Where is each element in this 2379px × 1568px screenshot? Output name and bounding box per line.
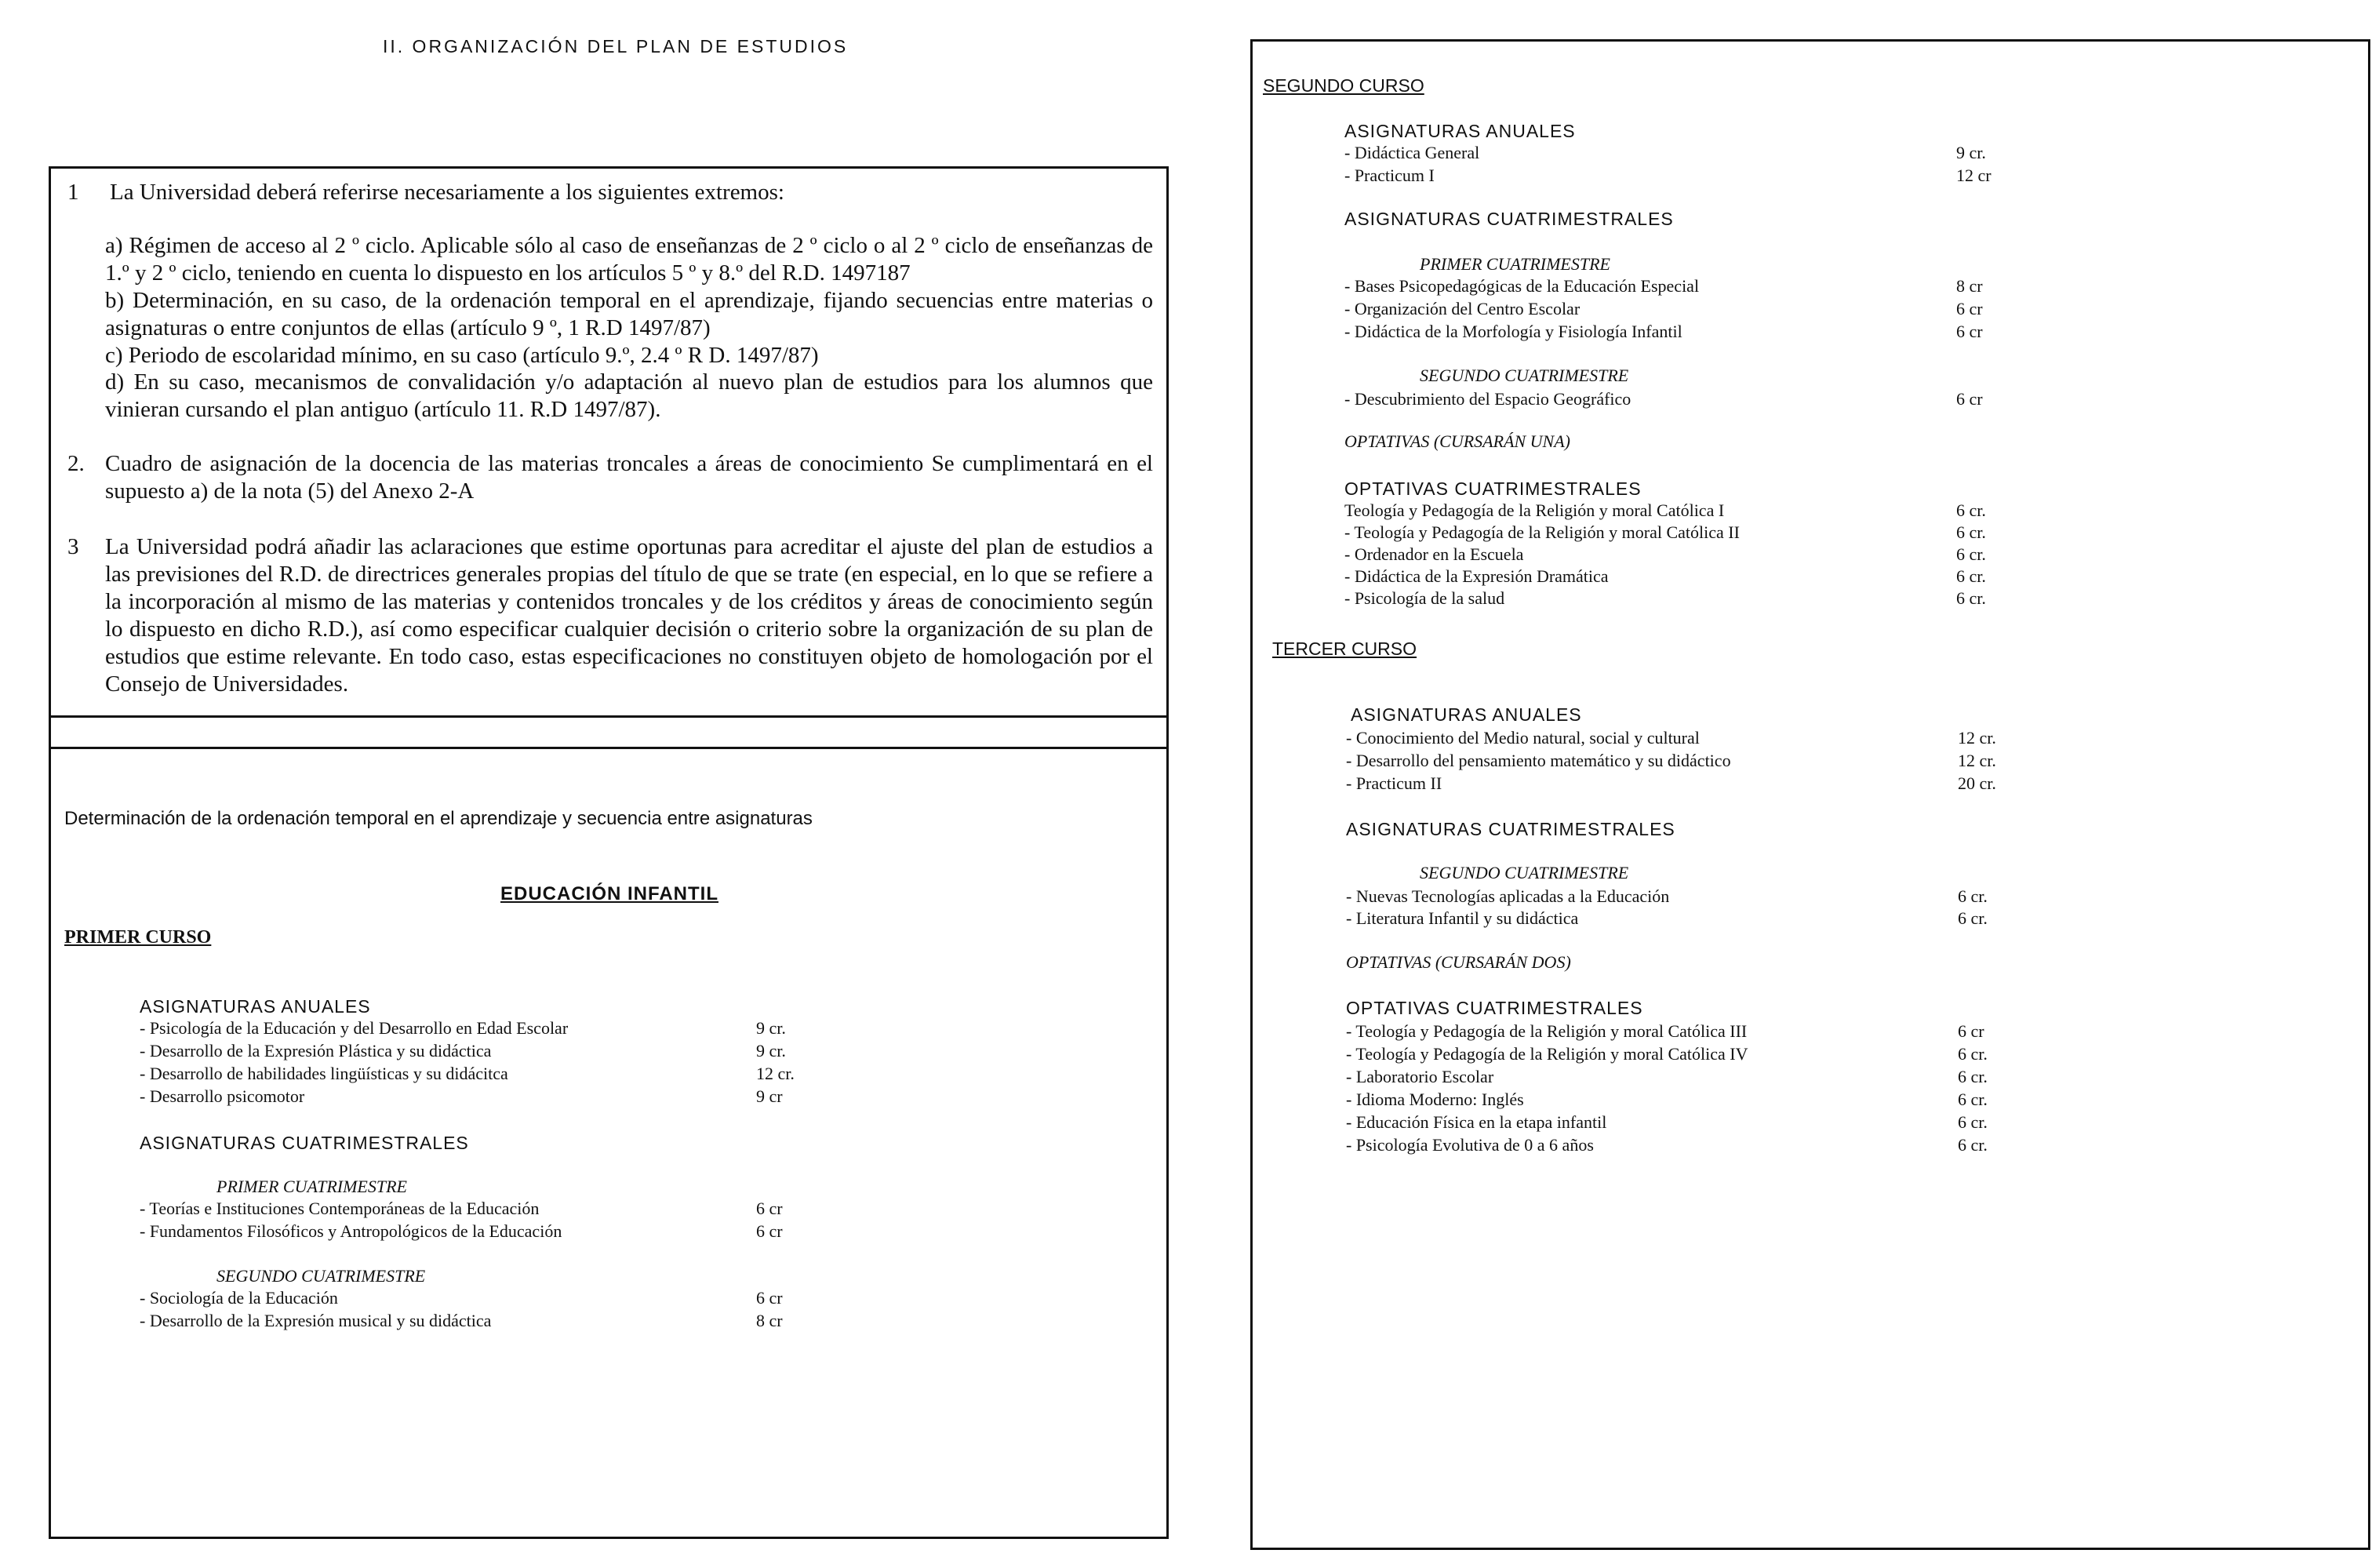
left-segundo-cuatri: SEGUNDO CUATRIMESTRE	[216, 1266, 426, 1286]
credits: 6 cr.	[1958, 1067, 1988, 1086]
list-item: - Conocimiento del Medio natural, social y cultural	[1346, 728, 1700, 748]
note-3-number: 3	[67, 534, 79, 559]
segundo-cuatri-heading: ASIGNATURAS CUATRIMESTRALES	[1344, 209, 1674, 229]
list-item: - Didáctica de la Expresión Dramática	[1344, 566, 1609, 586]
list-item: - Desarrollo de la Expresión musical y su didáctica	[140, 1311, 492, 1330]
list-item: - Psicología de la Educación y del Desarrollo en Edad Escolar	[140, 1018, 569, 1038]
divider-2	[49, 747, 1169, 749]
tercero-anuales-list	[1346, 726, 2052, 797]
list-item: - Idioma Moderno: Inglés	[1346, 1090, 1524, 1109]
course-tercer-heading: TERCER CURSO	[1272, 638, 1417, 659]
segundo-primer-cuatri: PRIMER CUATRIMESTRE	[1420, 254, 1610, 274]
tercero-segundo-list	[1346, 885, 2052, 932]
left-primer-cuatri: PRIMER CUATRIMESTRE	[216, 1177, 407, 1196]
list-item: - Teología y Pedagogía de la Religión y moral Católica II	[1344, 522, 1740, 542]
left-anuales-heading: ASIGNATURAS ANUALES	[140, 996, 371, 1017]
list-item: - Psicología de la salud	[1344, 588, 1505, 608]
note-2-number: 2.	[67, 451, 85, 476]
list-item: - Organización del Centro Escolar	[1344, 299, 1581, 318]
tercero-optativas: OPTATIVAS (CURSARÁN DOS)	[1346, 952, 1571, 972]
program-title: EDUCACIÓN INFANTIL	[500, 883, 718, 904]
credits: 12 cr.	[1958, 751, 1996, 770]
list-item: - Bases Psicopedagógicas de la Educación Especial	[1344, 276, 1700, 296]
list-item: - Laboratorio Escolar	[1346, 1067, 1494, 1086]
list-item: - Nuevas Tecnologías aplicadas a la Educación	[1346, 886, 1670, 906]
credits: 6 cr.	[1956, 500, 1986, 520]
list-item: - Desarrollo de habilidades lingüísticas y su didácitca	[140, 1064, 508, 1083]
credits: 6 cr.	[1958, 1090, 1988, 1109]
credits: 12 cr.	[1958, 728, 1996, 748]
credits: 6 cr.	[1956, 588, 1986, 608]
left-cuatri-heading: ASIGNATURAS CUATRIMESTRALES	[140, 1133, 469, 1153]
credits: 6 cr	[756, 1288, 783, 1308]
list-item: - Descubrimiento del Espacio Geográfico	[1344, 389, 1631, 409]
list-item: - Practicum I	[1344, 166, 1435, 185]
note-1-item-a: a) Régimen de acceso al 2 º ciclo. Aplicable sólo al caso de enseñanzas de 2 º ciclo o al 2 º ciclo de enseñanzas de 1.º y 2 º ciclo, teniendo en cuenta lo dispuesto en los artículos 5 º y 8.º del R.D. 1497187	[105, 233, 1153, 286]
list-item: - Educación Física en la etapa infantil	[1346, 1112, 1607, 1132]
segundo-optativas: OPTATIVAS (CURSARÁN UNA)	[1344, 431, 1570, 451]
segundo-segundo-list	[1344, 387, 2050, 411]
note-1-number: 1	[67, 180, 79, 205]
left-primer-list	[140, 1197, 830, 1244]
left-anuales-list	[140, 1017, 830, 1111]
tercero-cuatri-heading: ASIGNATURAS CUATRIMESTRALES	[1346, 819, 1675, 839]
credits: 9 cr	[756, 1086, 783, 1106]
course-segundo-heading: SEGUNDO CURSO	[1263, 75, 1424, 96]
note-1-item-c: c) Periodo de escolaridad mínimo, en su caso (artículo 9.º, 2.4 º R D. 1497/87)	[105, 343, 819, 368]
note-1-item-b: b) Determinación, en su caso, de la ordenación temporal en el aprendizaje, fijando secuencias entre materias o asignaturas o entre conjuntos de ellas (artículo 9 º, 1 R.D 1497/87)	[105, 288, 1153, 340]
credits: 6 cr.	[1958, 1112, 1988, 1132]
list-item: - Desarrollo de la Expresión Plástica y su didáctica	[140, 1041, 492, 1060]
credits: 8 cr	[1956, 276, 1983, 296]
credits: 12 cr	[1956, 166, 1992, 185]
tercero-anuales-heading: ASIGNATURAS ANUALES	[1351, 704, 1582, 725]
list-item: - Fundamentos Filosóficos y Antropológicos de la Educación	[140, 1221, 562, 1241]
list-item: - Sociología de la Educación	[140, 1288, 338, 1308]
tercero-opt-heading: OPTATIVAS CUATRIMESTRALES	[1346, 998, 1643, 1018]
note-1-text: La Universidad deberá referirse necesariamente a los siguientes extremos:	[110, 180, 784, 205]
credits: 6 cr.	[1956, 544, 1986, 564]
note-3-text: La Universidad podrá añadir las aclaraciones que estime oportunas para acreditar el ajuste del plan de estudios a las previsiones del R.D. de directrices generales propias del título de que se trate (en especial, en lo que se refiere a la incorporación al mismo de las materias y contenidos troncales y de los créditos y áreas de conocimiento según lo dispuesto en dicho R.D.), así como especificar cualquier decisión o criterio sobre la organización de su plan de estudios que estime relevante. En todo caso, estas especificaciones no constituyen objeto de homologación por el Consejo de Universidades.	[105, 534, 1153, 697]
left-segundo-list	[140, 1286, 830, 1333]
credits: 6 cr	[1956, 322, 1983, 341]
credits: 12 cr.	[756, 1064, 795, 1083]
credits: 6 cr.	[1958, 1135, 1988, 1155]
credits: 20 cr.	[1958, 773, 1996, 793]
credits: 6 cr	[756, 1221, 783, 1241]
segundo-opt-heading: OPTATIVAS CUATRIMESTRALES	[1344, 478, 1642, 499]
credits: 9 cr.	[1956, 143, 1986, 162]
list-item: - Teología y Pedagogía de la Religión y moral Católica IV	[1346, 1044, 1748, 1064]
credits: 6 cr.	[1958, 908, 1988, 928]
list-item: Teología y Pedagogía de la Religión y moral Católica I	[1344, 500, 1725, 520]
credits: 6 cr.	[1958, 886, 1988, 906]
tercero-segundo-cuatri: SEGUNDO CUATRIMESTRE	[1420, 863, 1629, 882]
credits: 6 cr	[1956, 389, 1983, 409]
list-item: - Teología y Pedagogía de la Religión y moral Católica III	[1346, 1021, 1748, 1041]
credits: 9 cr.	[756, 1041, 786, 1060]
list-item: - Literatura Infantil y su didáctica	[1346, 908, 1579, 928]
segundo-anuales-list	[1344, 141, 2050, 188]
note-2-text: Cuadro de asignación de la docencia de las materias troncales a áreas de conocimiento Se cumplimentará en el supuesto a) de la nota (5) del Anexo 2-A	[105, 451, 1153, 504]
list-item: - Didáctica de la Morfología y Fisiología Infantil	[1344, 322, 1682, 341]
list-item: - Practicum II	[1346, 773, 1442, 793]
list-item: - Ordenador en la Escuela	[1344, 544, 1524, 564]
page-title: II. ORGANIZACIÓN DEL PLAN DE ESTUDIOS	[383, 36, 849, 56]
determinacion-heading: Determinación de la ordenación temporal en el aprendizaje y secuencia entre asignaturas	[64, 808, 813, 829]
credits: 6 cr.	[1958, 1044, 1988, 1064]
list-item: - Didáctica General	[1344, 143, 1480, 162]
note-3	[67, 533, 1166, 706]
list-item: - Desarrollo psicomotor	[140, 1086, 305, 1106]
list-item: - Teorías e Instituciones Contemporáneas de la Educación	[140, 1199, 540, 1218]
note-2	[67, 450, 1166, 507]
credits: 8 cr	[756, 1311, 783, 1330]
note-1-item-d: d) En su caso, mecanismos de convalidación y/o adaptación al nuevo plan de estudios para los alumnos que vinieran cursando el plan antiguo (artículo 11. R.D 1497/87).	[105, 369, 1153, 422]
divider-1	[49, 715, 1169, 718]
note-1	[67, 179, 1166, 210]
tercero-opt-list	[1346, 1020, 2052, 1161]
credits: 9 cr.	[756, 1018, 786, 1038]
list-item: - Psicología Evolutiva de 0 a 6 años	[1346, 1135, 1594, 1155]
segundo-segundo-cuatri: SEGUNDO CUATRIMESTRE	[1420, 366, 1629, 385]
credits: 6 cr	[1958, 1021, 1984, 1041]
credits: 6 cr.	[1956, 522, 1986, 542]
segundo-opt-list	[1344, 499, 2050, 617]
credits: 6 cr.	[1956, 566, 1986, 586]
credits: 6 cr	[756, 1199, 783, 1218]
credits: 6 cr	[1956, 299, 1983, 318]
course-primer-heading: PRIMER CURSO	[64, 927, 212, 948]
segundo-anuales-heading: ASIGNATURAS ANUALES	[1344, 121, 1576, 141]
segundo-primer-list	[1344, 275, 2050, 345]
list-item: - Desarrollo del pensamiento matemático y su didáctico	[1346, 751, 1731, 770]
